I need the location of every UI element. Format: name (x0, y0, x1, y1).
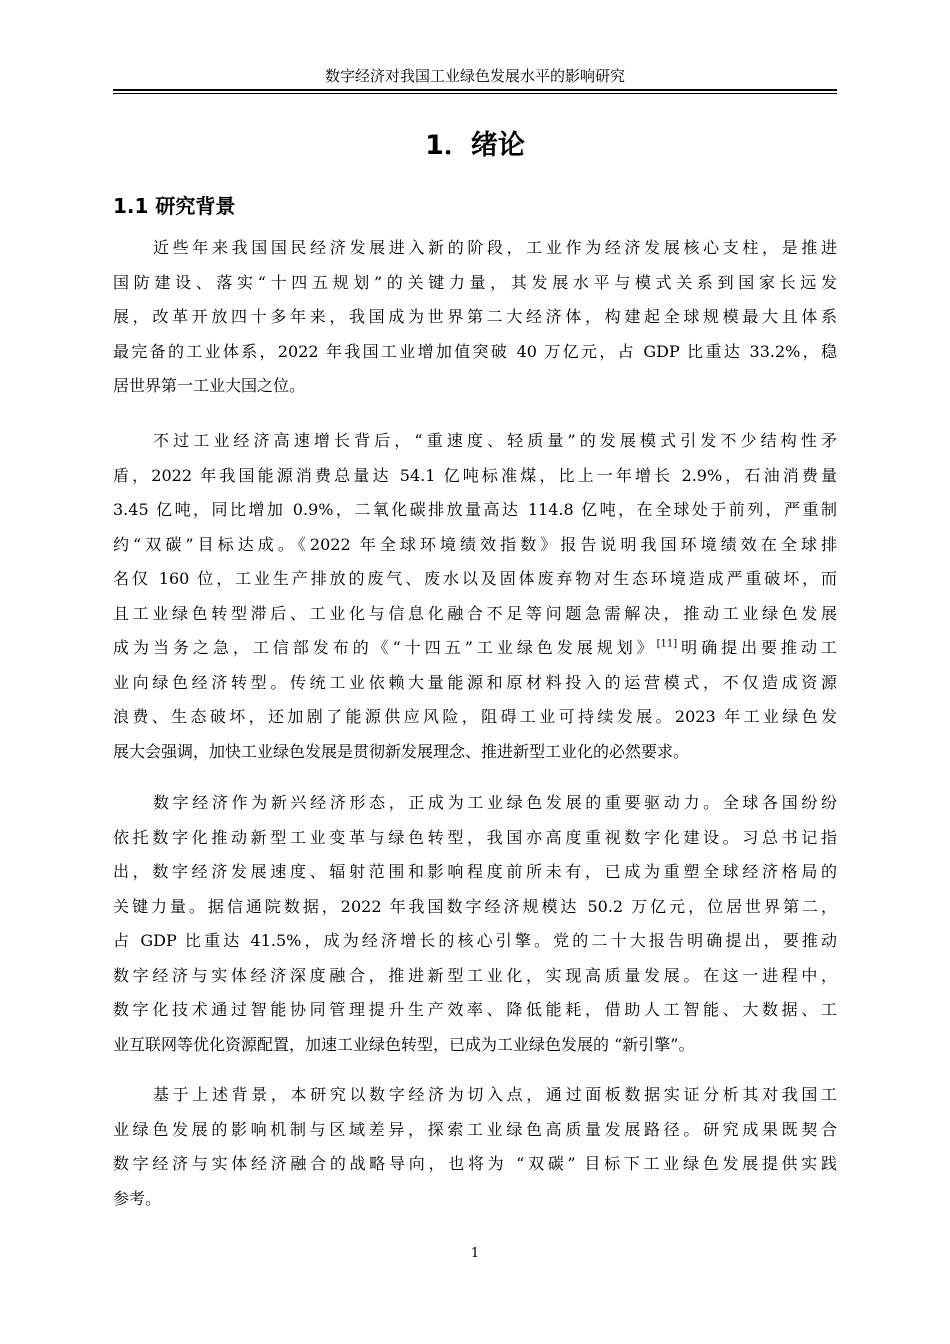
header-rule-thin (113, 93, 837, 94)
paragraph-line: 约“双碳”目标达成。《2022 年全球环境绩效指数》报告说明我国环境绩效在全球排 (113, 534, 837, 554)
paragraph-line: 数字化技术通过智能协同管理提升生产效率、降低能耗，借助人工智能、大数据、工 (113, 1000, 837, 1019)
paragraph-line: 数字经济与实体经济深度融合，推进新型工业化，实现高质量发展。在这一进程中， (113, 965, 837, 985)
running-header: 数字经济对我国工业绿色发展水平的影响研究 (324, 67, 625, 85)
page-number: 1 (470, 1246, 480, 1261)
paragraph-line: 基于上述背景，本研究以数字经济为切入点，通过面板数据实证分析其对我国工 (153, 1085, 837, 1104)
section-title: 1.1 研究背景 (113, 194, 236, 218)
paragraph-line: 业互联网等优化资源配置，加速工业绿色转型，已成为工业绿色发展的 “新引擎”。 (113, 1034, 695, 1054)
paragraph-1 (113, 231, 837, 404)
paragraph-line: 关键力量。据信通院数据，2022 年我国数字经济规模达 50.2 万亿元，位居世界第二， (113, 896, 837, 916)
header-rule-thick (113, 89, 837, 91)
paragraph-line: 业向绿色经济转型。传统工业依赖大量能源和原材料投入的运营模式，不仅造成资源 (113, 672, 837, 692)
citation-marker: [11] (656, 638, 678, 650)
paragraph-line: 展，改革开放四十多年来，我国成为世界第二大经济体，构建起全球规模最大且体系 (113, 307, 837, 326)
paragraph-line: 3.45 亿吨，同比增加 0.9%，二氧化碳排放量高达 114.8 亿吨，在全球处于前列，严重制 (113, 500, 837, 519)
paragraph-4 (113, 1078, 837, 1216)
paragraph-line: 名仅 160 位，工业生产排放的废气、废水以及固体废弃物对生态环境造成严重破坏，而 (113, 569, 837, 588)
paragraph-line: 数字经济与实体经济融合的战略导向，也将为 “双碳” 目标下工业绿色发展提供实践 (113, 1154, 837, 1173)
paragraph-line: 业绿色发展的影响机制与区域差异，探索工业绿色高质量发展路径。研究成果既契合 (113, 1119, 837, 1139)
paragraph-line: 展大会强调，加快工业绿色发展是贯彻新发展理念、推进新型工业化的必然要求。 (113, 741, 690, 761)
paragraph-line: 参考。 (113, 1188, 162, 1208)
paragraph-line: 依托数字化推动新型工业变革与绿色转型，我国亦高度重视数字化建设。习总书记指 (113, 827, 837, 847)
chapter-title: 1．绪论 (425, 130, 525, 161)
paragraph-line: 数字经济作为新兴经济形态，正成为工业绿色发展的重要驱动力。全球各国纷纷 (153, 793, 837, 812)
paragraph-line: 浪费、生态破坏，还加剧了能源供应风险，阻碍工业可持续发展。2023 年工业绿色发 (113, 707, 837, 726)
paragraph-3 (113, 786, 837, 1062)
paragraph-line: 占 GDP 比重达 41.5%，成为经济增长的核心引擎。党的二十大报告明确提出，要推动 (113, 931, 837, 950)
paragraph-line: 居世界第一工业大国之位。 (113, 376, 306, 395)
paragraph-line: 成为当务之急，工信部发布的《“十四五”工业绿色发展规划》[11]明确提出要推动工 (113, 638, 837, 657)
paragraph-line: 出，数字经济发展速度、辐射范围和影响程度前所未有，已成为重塑全球经济格局的 (113, 862, 837, 881)
paragraph-line: 近些年来我国国民经济发展进入新的阶段，工业作为经济发展核心支柱，是推进 (153, 238, 837, 257)
paragraph-line: 不过工业经济高速增长背后，“重速度、轻质量”的发展模式引发不少结构性矛 (153, 431, 837, 450)
paragraph-2 (113, 424, 837, 769)
paragraph-line: 盾，2022 年我国能源消费总量达 54.1 亿吨标准煤，比上一年增长 2.9%，石油消费量 (113, 465, 837, 485)
paragraph-line: 且工业绿色转型滞后、工业化与信息化融合不足等问题急需解决，推动工业绿色发展 (113, 603, 837, 623)
paragraph-line: 最完备的工业体系，2022 年我国工业增加值突破 40 万亿元，占 GDP 比重达 33.2%，稳 (113, 341, 837, 361)
paragraph-line: 国防建设、落实“十四五规划”的关键力量，其发展水平与模式关系到国家长远发 (113, 272, 837, 292)
